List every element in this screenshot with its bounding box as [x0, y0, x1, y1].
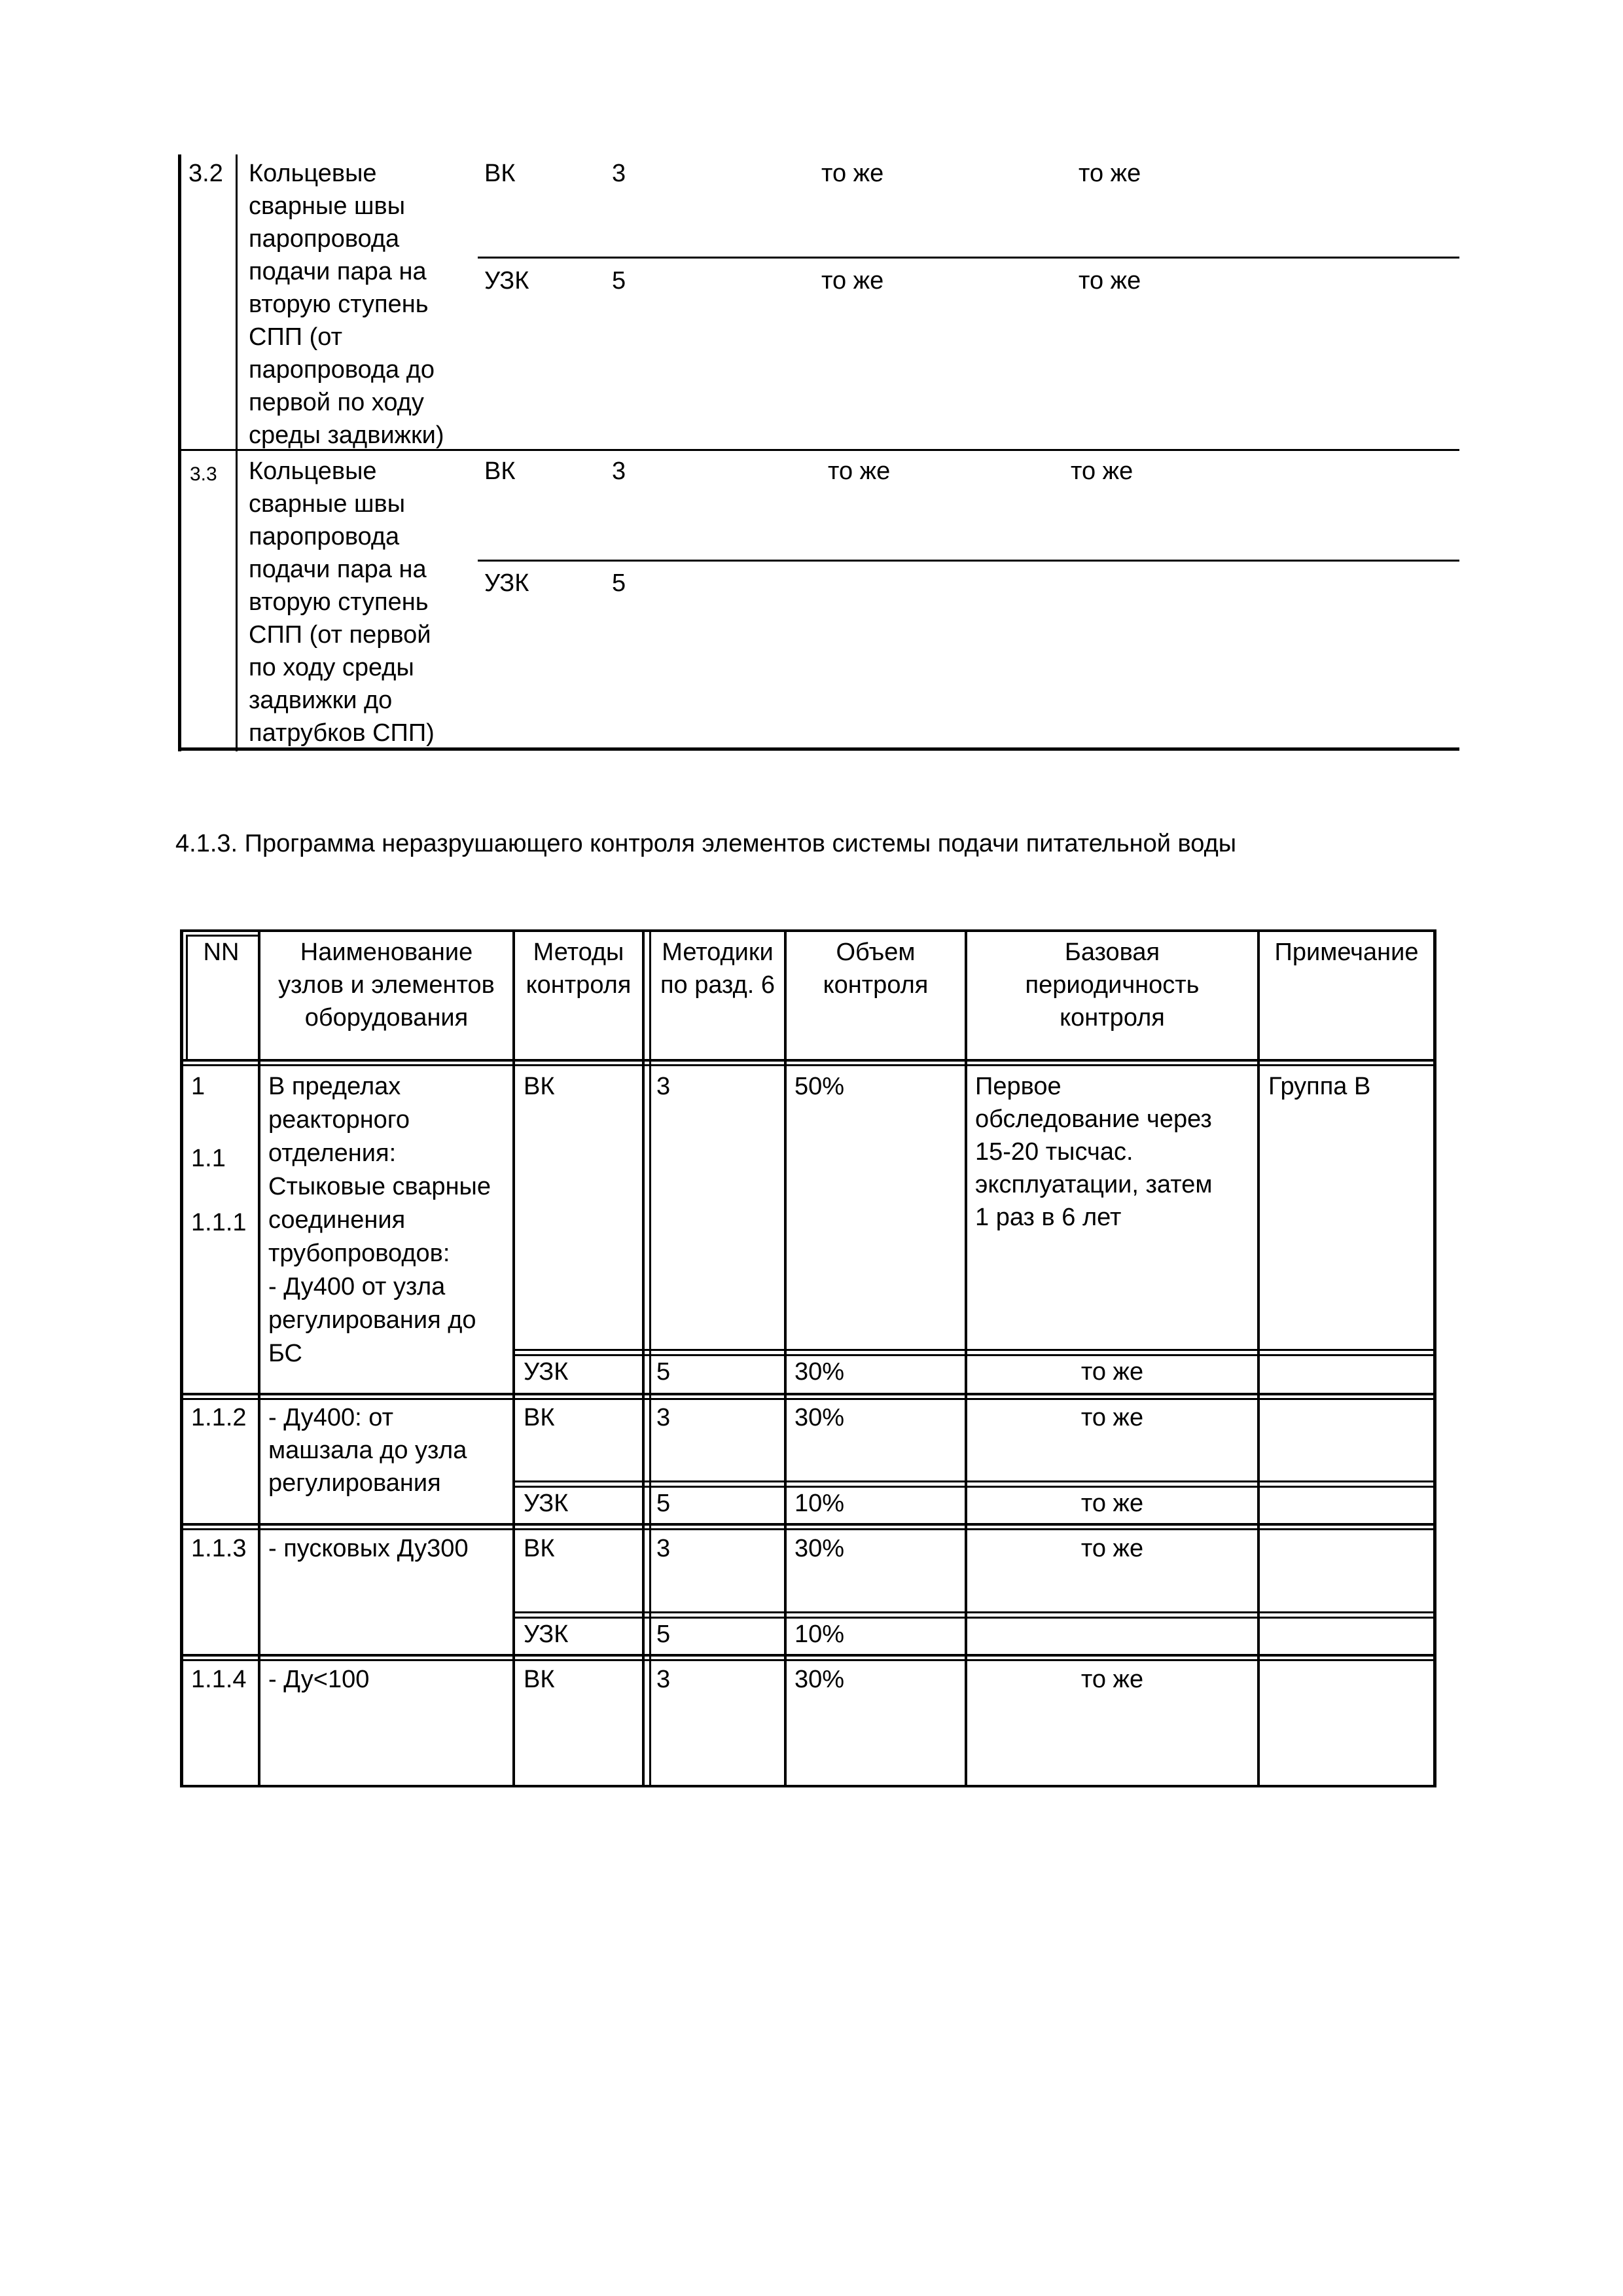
element-name: - Ду400: от машзала до узла регулирования: [268, 1404, 467, 1497]
row-number: 1.1.3: [191, 1535, 247, 1562]
control-volume: 30%: [794, 1358, 845, 1386]
control-method: УЗК: [524, 1621, 569, 1648]
row-separator: [180, 1398, 1436, 1400]
main-table-top-border: [180, 929, 1436, 932]
control-volume: то же: [821, 267, 884, 295]
control-volume: 30%: [794, 1666, 845, 1693]
control-volume: 30%: [794, 1535, 845, 1562]
control-periodicity: то же: [1080, 1358, 1144, 1386]
control-volume: 10%: [794, 1490, 845, 1517]
row-number: 1.1.4: [191, 1666, 247, 1693]
control-method: ВК: [524, 1073, 555, 1100]
header-techniques: Методики по разд. 6: [660, 939, 776, 999]
column-separator: [784, 929, 787, 1787]
row-number: 1.1: [191, 1145, 226, 1172]
control-method: ВК: [524, 1535, 555, 1562]
control-periodicity: то же: [1079, 160, 1141, 187]
main-table-right-border: [1433, 929, 1436, 1787]
control-periodicity: то же: [1080, 1404, 1144, 1431]
section-heading: 4.1.3. Программа неразрушающего контроля элементов системы подачи питательной воды: [175, 830, 1237, 857]
column-separator: [649, 929, 651, 1787]
subrow-separator: [512, 1349, 1436, 1351]
control-technique: 5: [656, 1490, 671, 1517]
control-periodicity: то же: [1080, 1535, 1144, 1562]
top-table-subrow-divider: [478, 560, 1459, 562]
note: Группа В: [1268, 1073, 1371, 1100]
control-technique: 3: [656, 1404, 671, 1431]
control-technique: 5: [612, 267, 626, 295]
element-name: Кольцевые сварные швы паропровода подачи пара на вторую ступень СПП (от первой по ходу среды задвижки до патрубков СПП): [249, 457, 435, 747]
row-number: 1: [191, 1073, 205, 1100]
control-volume: то же: [821, 160, 884, 187]
control-method: УЗК: [484, 569, 529, 597]
control-periodicity: то же: [1071, 457, 1133, 485]
column-separator: [1257, 929, 1260, 1787]
control-volume: 10%: [794, 1621, 845, 1648]
control-technique: 5: [612, 569, 626, 597]
control-volume: 30%: [794, 1404, 845, 1431]
subrow-separator: [512, 1480, 1436, 1482]
control-periodicity: то же: [1080, 1490, 1144, 1517]
control-technique: 3: [656, 1535, 671, 1562]
element-name: - Ду<100: [268, 1666, 370, 1693]
control-method: ВК: [484, 457, 516, 485]
header-bottom-border: [180, 1064, 1436, 1066]
subrow-separator: [512, 1611, 1436, 1613]
control-technique: 5: [656, 1621, 671, 1648]
row-number: 1.1.1: [191, 1209, 247, 1236]
control-method: УЗК: [524, 1490, 569, 1517]
element-name: В пределах реакторного отделения: Стыковые сварные соединения трубопроводов: - Ду400 от узла регулирования до БС: [268, 1073, 491, 1367]
column-separator: [512, 929, 515, 1787]
control-technique: 3: [656, 1666, 671, 1693]
subrow-separator: [512, 1617, 1436, 1619]
main-table-bottom-border: [180, 1785, 1436, 1787]
control-periodicity: Первое обследование через 15-20 тысчас. эксплуатации, затем 1 раз в 6 лет: [975, 1073, 1213, 1231]
control-technique: 5: [656, 1358, 671, 1386]
header-methods: Методы контроля: [526, 939, 632, 999]
column-separator: [642, 929, 645, 1787]
header-name: Наименование узлов и элементов оборудования: [278, 939, 495, 1031]
control-technique: 3: [656, 1073, 671, 1100]
control-periodicity: то же: [1079, 267, 1141, 295]
control-volume: 50%: [794, 1073, 845, 1100]
control-technique: 3: [612, 160, 626, 187]
control-method: ВК: [524, 1404, 555, 1431]
row-separator: [180, 1659, 1436, 1661]
row-separator: [180, 1393, 1436, 1395]
element-name: Кольцевые сварные швы паропровода подачи пара на вторую ступень СПП (от паропровода до первой по ходу среды задвижки): [249, 160, 444, 449]
control-method: УЗК: [484, 267, 529, 295]
column-separator: [258, 929, 260, 1787]
control-technique: 3: [612, 457, 626, 485]
control-method: ВК: [524, 1666, 555, 1693]
header-volume: Объем контроля: [823, 939, 929, 999]
top-table-col-divider: [236, 154, 238, 751]
main-table-left-border: [180, 929, 183, 1787]
row-number: 1.1.2: [191, 1404, 247, 1431]
row-number: 3.2: [188, 160, 223, 187]
control-periodicity: то же: [1080, 1666, 1144, 1693]
control-method: УЗК: [524, 1358, 569, 1386]
header-note: Примечание: [1274, 939, 1419, 966]
row-separator: [180, 1523, 1436, 1526]
row-separator: [180, 1654, 1436, 1657]
top-table-left-border: [178, 154, 181, 751]
row-number: 3.3: [190, 463, 217, 485]
header-bottom-border: [180, 1059, 1436, 1062]
element-name: - пусковых Ду300: [268, 1535, 469, 1562]
control-volume: то же: [828, 457, 891, 485]
top-table-subrow-divider: [478, 257, 1459, 259]
control-method: ВК: [484, 160, 516, 187]
row-separator: [180, 1528, 1436, 1530]
header-periodicity: Базовая периодичность контроля: [1025, 939, 1200, 1031]
header-nn: NN: [203, 939, 240, 966]
